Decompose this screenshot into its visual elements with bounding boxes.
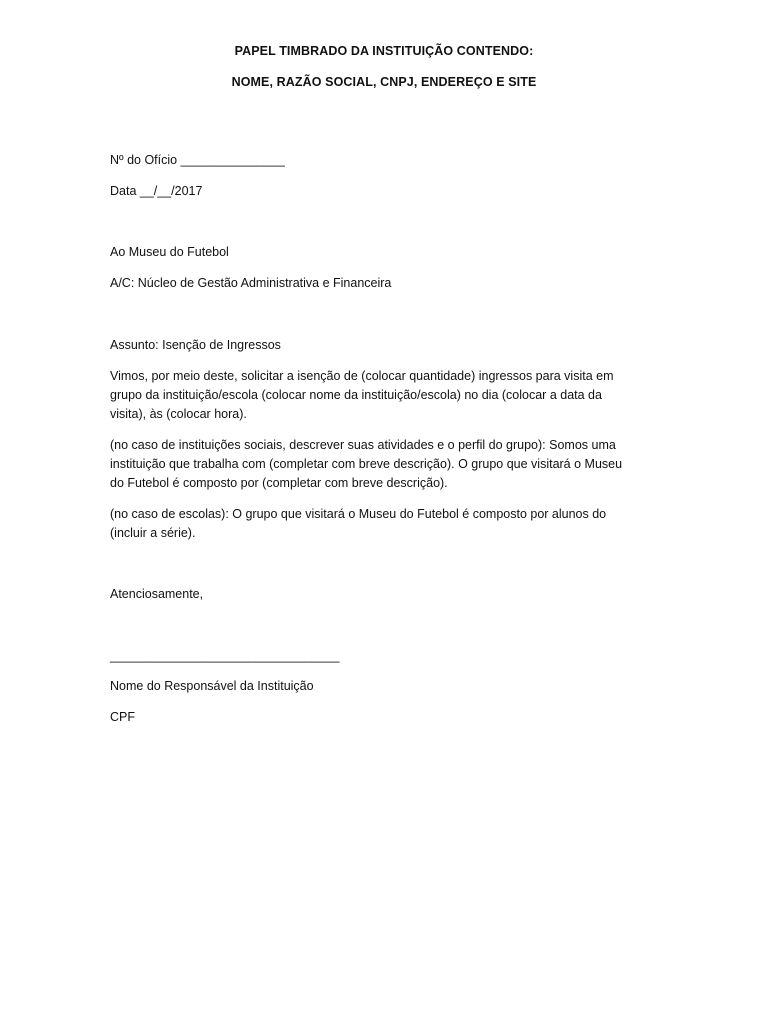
- body-paragraph-2: [110, 436, 655, 493]
- body-paragraph-1: [110, 367, 655, 424]
- recipient-name: Ao Museu do Futebol: [110, 245, 229, 259]
- signature-line: _________________________________: [110, 649, 340, 663]
- signatory-cpf: CPF: [110, 710, 135, 724]
- subject-line: Assunto: Isenção de Ingressos: [110, 338, 281, 352]
- date-field: Data __/__/2017: [110, 184, 203, 198]
- body-paragraph-3-line: (no caso de escolas): O grupo que visitará o Museu do Futebol é composto por alunos do: [110, 507, 607, 521]
- body-paragraph-1-line: Vimos, por meio deste, solicitar a isenção de (colocar quantidade) ingressos para visita em: [110, 369, 614, 383]
- letterhead-line-2: NOME, RAZÃO SOCIAL, CNPJ, ENDEREÇO E SITE: [231, 75, 537, 89]
- body-paragraph-1-line: grupo da instituição/escola (colocar nome da instituição/escola) no dia (colocar a data da: [110, 388, 602, 402]
- body-paragraph-3: [110, 505, 655, 543]
- body-paragraph-2-line: (no caso de instituições sociais, descrever suas atividades e o perfil do grupo): Somos uma: [110, 438, 616, 452]
- closing-salutation: Atenciosamente,: [110, 587, 204, 601]
- body-paragraph-1-line: visita), às (colocar hora).: [110, 407, 247, 421]
- oficio-number-field: Nº do Ofício _______________: [110, 153, 285, 167]
- recipient-attention: A/C: Núcleo de Gestão Administrativa e Financeira: [110, 276, 392, 290]
- body-paragraph-2-line: do Futebol é composto por (completar com breve descrição).: [110, 476, 448, 490]
- signatory-name: Nome do Responsável da Instituição: [110, 679, 314, 693]
- body-paragraph-3-line: (incluir a série).: [110, 526, 196, 540]
- letterhead-line-1: PAPEL TIMBRADO DA INSTITUIÇÃO CONTENDO:: [234, 44, 534, 58]
- body-paragraph-2-line: instituição que trabalha com (completar com breve descrição). O grupo que visitará o Museu: [110, 457, 623, 471]
